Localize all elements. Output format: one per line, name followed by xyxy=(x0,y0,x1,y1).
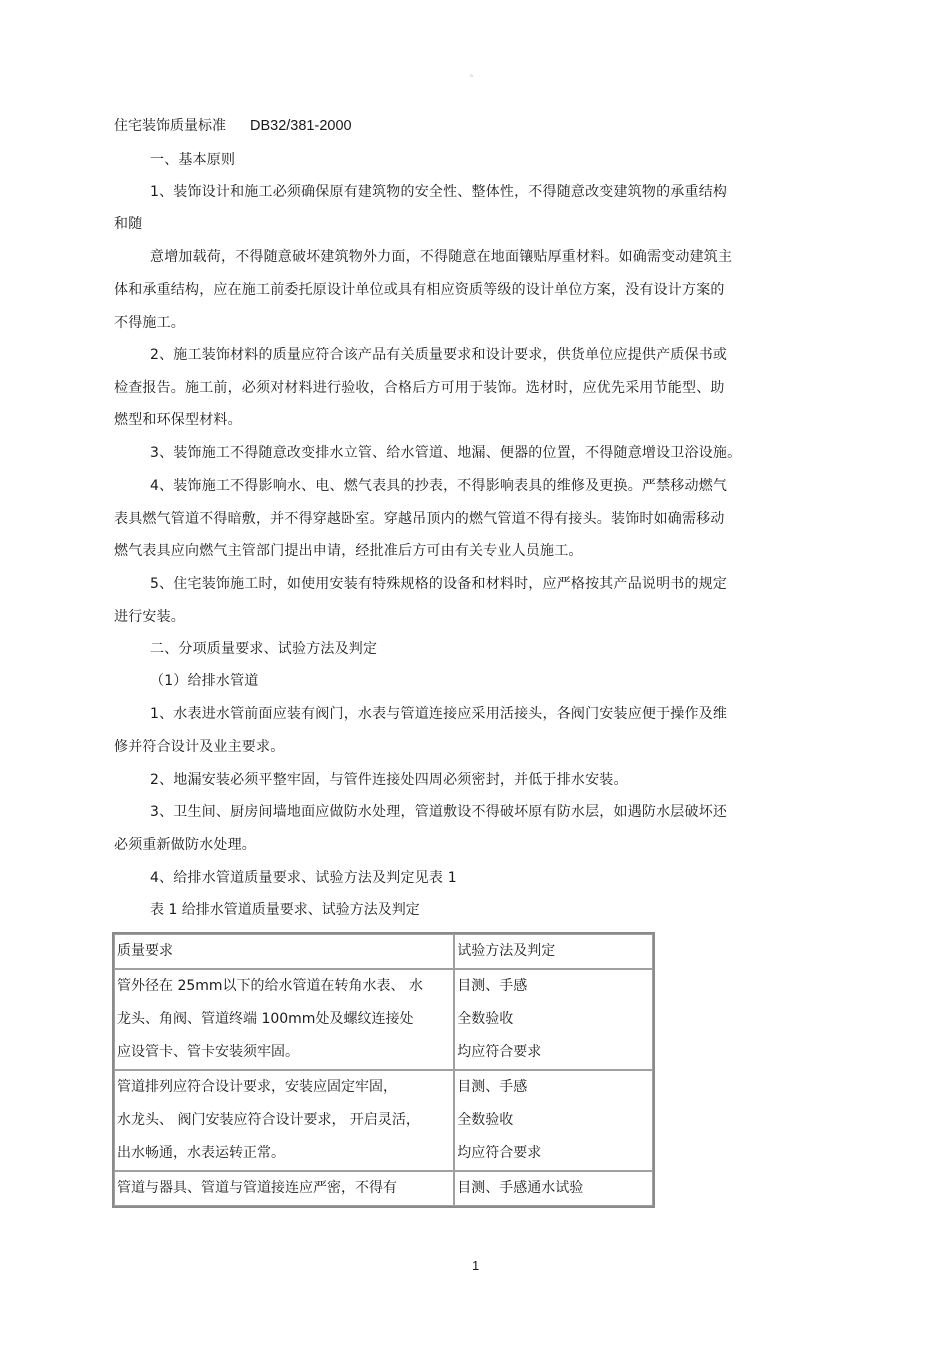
test-method-line: 全数验收 xyxy=(457,1011,514,1027)
table-header-row xyxy=(114,934,653,969)
paragraph-line: 不得施工。 xyxy=(114,315,185,331)
paragraph-line: 4、给排水管道质量要求、试验方法及判定见表 1 xyxy=(150,870,457,886)
cell-test-method xyxy=(454,969,653,1070)
paragraph-line: 进行安装。 xyxy=(114,609,185,625)
paragraph-line: 和随 xyxy=(114,216,143,232)
paragraph-line: 1、水表进水管前面应装有阀门，水表与管道连接应采用活接头，各阀门安装应便于操作及维 xyxy=(150,706,728,722)
cell-quality-requirement xyxy=(114,1171,454,1206)
test-method-line: 目测、手感 xyxy=(457,978,528,994)
requirement-line: 龙头、角阀、管道终端 100mm处及螺纹连接处 xyxy=(117,1011,414,1027)
cell-test-method xyxy=(454,1171,653,1206)
paragraph-line: 1、装饰设计和施工必须确保原有建筑物的安全性、整体性，不得随意改变建筑物的承重结构 xyxy=(150,184,728,200)
test-method-line: 均应符合要求 xyxy=(457,1145,542,1161)
cell-test-method xyxy=(454,1070,653,1171)
paragraph-line: 检查报告。施工前，必须对材料进行验收，合格后方可用于装饰。选材时，应优先采用节能型、助 xyxy=(114,380,725,396)
paragraph-line: 一、基本原则 xyxy=(150,152,236,168)
title-text: 住宅装饰质量标准 xyxy=(114,118,226,134)
paragraph-line: 体和承重结构，应在施工前委托原设计单位或具有相应资质等级的设计单位方案，没有设计方案的 xyxy=(114,282,725,298)
paragraph-line: 意增加载荷，不得随意破坏建筑物外力面，不得随意在地面镶贴厚重材料。如确需变动建筑主 xyxy=(150,249,733,265)
test-method-line: 均应符合要求 xyxy=(457,1044,542,1060)
requirement-line: 管外径在 25mm以下的给水管道在转角水表、 水 xyxy=(117,978,423,994)
page-number: 1 xyxy=(472,1258,480,1273)
paragraph-line: 修并符合设计及业主要求。 xyxy=(114,739,285,755)
requirement-line: 管道与器具、管道与管道接连应严密，不得有 xyxy=(117,1180,397,1196)
quality-table xyxy=(112,932,655,1208)
requirement-line: 管道排列应符合设计要求，安装应固定牢固， xyxy=(117,1079,397,1095)
table-caption: 表 1 给排水管道质量要求、试验方法及判定 xyxy=(150,902,420,918)
header-quality-requirement: 质量要求 xyxy=(114,934,454,969)
paragraph-line: 2、地漏安装必须平整牢固，与管件连接处四周必须密封，并低于排水安装。 xyxy=(150,772,628,788)
paragraph-line: （1）给排水管道 xyxy=(150,673,259,689)
paragraph-line: 燃型和环保型材料。 xyxy=(114,412,242,428)
standard-code: DB32/381-2000 xyxy=(250,118,352,134)
paragraph-line: 燃气表具应向燃气主管部门提出申请，经批准后方可由有关专业人员施工。 xyxy=(114,543,583,559)
paragraph-line: 3、装饰施工不得随意改变排水立管、给水管道、地漏、便器的位置，不得随意增设卫浴设施。 xyxy=(150,445,742,461)
table-row xyxy=(114,1070,653,1171)
test-method-line: 目测、手感通水试验 xyxy=(457,1180,584,1196)
cell-quality-requirement xyxy=(114,1070,454,1171)
document-title xyxy=(114,116,352,136)
table-row xyxy=(114,1171,653,1206)
paragraph-line: 表具燃气管道不得暗敷，并不得穿越卧室。穿越吊顶内的燃气管道不得有接头。装饰时如确需移动 xyxy=(114,511,725,527)
paragraph-line: 2、施工装饰材料的质量应符合该产品有关质量要求和设计要求，供货单位应提供产质保书或 xyxy=(150,347,728,363)
test-method-line: 目测、手感 xyxy=(457,1079,528,1095)
cell-quality-requirement xyxy=(114,969,454,1070)
paragraph-line: 3、卫生间、厨房间墙地面应做防水处理，管道敷设不得破坏原有防水层，如遇防水层破坏还 xyxy=(150,804,728,820)
paragraph-line: 二、分项质量要求、试验方法及判定 xyxy=(150,641,378,657)
top-mark: 。 xyxy=(470,69,478,78)
requirement-line: 应设管卡、管卡安装须牢固。 xyxy=(117,1044,299,1060)
test-method-line: 全数验收 xyxy=(457,1112,514,1128)
requirement-line: 出水畅通，水表运转正常。 xyxy=(117,1145,285,1161)
table-row xyxy=(114,969,653,1070)
requirement-line: 水龙头、 阀门安装应符合设计要求， 开启灵活， xyxy=(117,1112,420,1128)
paragraph-line: 5、住宅装饰施工时，如使用安装有特殊规格的设备和材料时，应严格按其产品说明书的规定 xyxy=(150,576,728,592)
header-test-method: 试验方法及判定 xyxy=(454,934,653,969)
paragraph-line: 必须重新做防水处理。 xyxy=(114,837,256,853)
paragraph-line: 4、装饰施工不得影响水、电、燃气表具的抄表，不得影响表具的维修及更换。严禁移动燃气 xyxy=(150,478,728,494)
